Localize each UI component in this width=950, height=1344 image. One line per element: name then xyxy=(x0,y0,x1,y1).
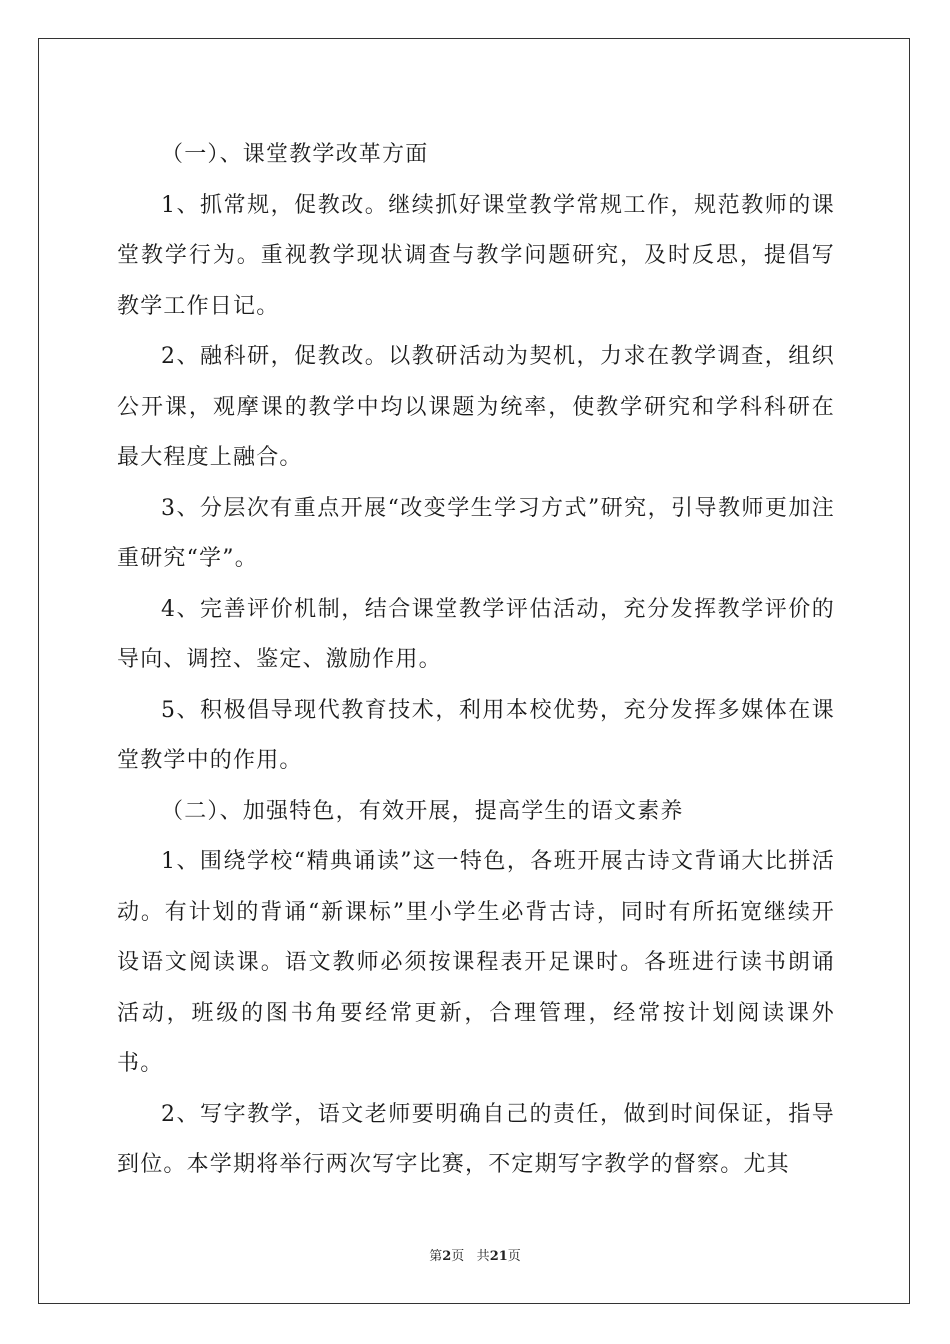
footer-page-unit: 页 xyxy=(451,1249,465,1264)
paragraph: 1、围绕学校“精典诵读”这一特色，各班开展古诗文背诵大比拼活动。有计划的背诵“新课标”里小学生必背古诗，同时有所拓宽继续开设语文阅读课。语文教师必须按课程表开足课时。各班进行读书朗诵活动，班级的图书角要经常更新，合理管理，经常按计划阅读课外书。 xyxy=(117,849,835,1076)
footer-total-prefix: 共 xyxy=(476,1249,490,1264)
footer-prefix: 第 xyxy=(429,1249,443,1264)
section-heading-1: （一）、课堂教学改革方面 xyxy=(161,142,429,167)
paragraph: 5、积极倡导现代教育技术，利用本校优势，充分发挥多媒体在课堂教学中的作用。 xyxy=(117,697,835,773)
paragraph: 4、完善评价机制，结合课堂教学评估活动，充分发挥教学评价的导向、调控、鉴定、激励作用。 xyxy=(117,596,835,672)
footer-page-number: 2 xyxy=(442,1249,452,1264)
paragraph: 3、分层次有重点开展“改变学生学习方式”研究，引导教师更加注重研究“学”。 xyxy=(117,495,835,571)
document-body xyxy=(117,130,835,1191)
footer-total-pages: 21 xyxy=(489,1249,508,1264)
paragraph: 1、抓常规，促教改。继续抓好课堂教学常规工作，规范教师的课堂教学行为。重视教学现状调查与教学问题研究，及时反思，提倡写教学工作日记。 xyxy=(117,192,835,319)
section-heading-2: （二）、加强特色，有效开展，提高学生的语文素养 xyxy=(161,798,684,824)
paragraph: 2、融科研，促教改。以教研活动为契机，力求在教学调查，组织公开课，观摩课的教学中均以课题为统率，使教学研究和学科科研在最大程度上融合。 xyxy=(117,344,835,470)
page-footer xyxy=(0,1245,950,1264)
paragraph: 2、写字教学，语文老师要明确自己的责任，做到时间保证，指导到位。本学期将举行两次写字比赛，不定期写字教学的督察。尤其 xyxy=(117,1101,835,1177)
footer-total-unit: 页 xyxy=(507,1249,521,1264)
